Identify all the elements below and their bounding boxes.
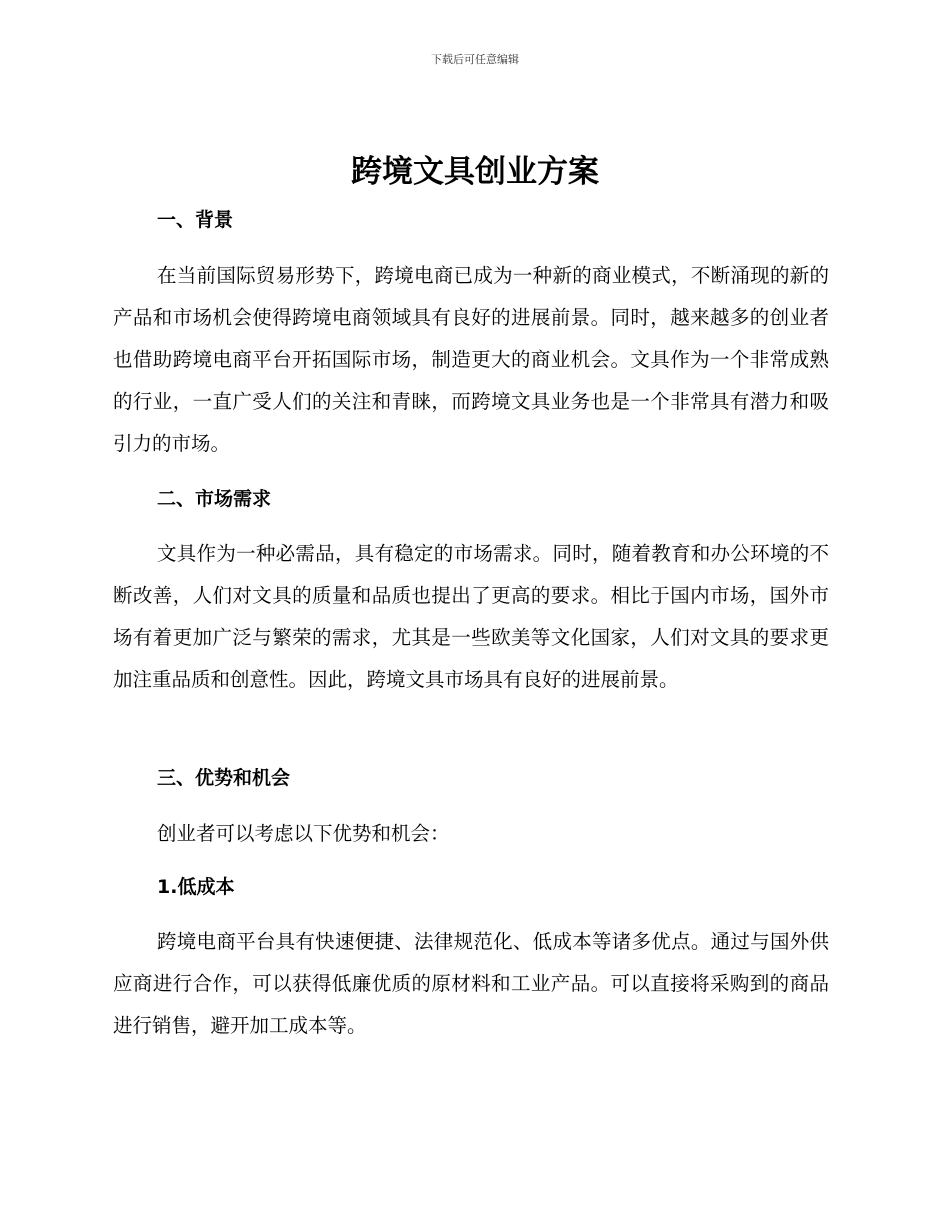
section-heading-background: 一、背景 xyxy=(157,209,234,231)
subheading-low-cost: 1.低成本 xyxy=(157,876,235,898)
document-title: 跨境文具创业方案 xyxy=(351,154,599,190)
header-note: 下载后可任意编辑 xyxy=(431,53,519,66)
section-paragraph-market-demand: 文具作为一种必需品，具有稳定的市场需求。同时，随着教育和办公环境的不断改善，人们对文具的质量和品质也提出了更高的要求。相比于国内市场，国外市场有着更加广泛与繁荣的需求，尤其是一些欧美等文化国家，人们对文具的要求更加注重品质和创意性。因此，跨境文具市场具有良好的进展前景。 xyxy=(113,542,829,691)
section-paragraph-background: 在当前国际贸易形势下，跨境电商已成为一种新的商业模式，不断涌现的新的产品和市场机会使得跨境电商领域具有良好的进展前景。同时，越来越多的创业者也借助跨境电商平台开拓国际市场，制造更大的商业机会。文具作为一个非常成熟的行业，一直广受人们的关注和青睐，而跨境文具业务也是一个非常具有潜力和吸引力的市场。 xyxy=(113,264,829,455)
paragraph-low-cost: 跨境电商平台具有快速便捷、法律规范化、低成本等诸多优点。通过与国外供应商进行合作，可以获得低廉优质的原材料和工业产品。可以直接将采购到的商品进行销售，避开加工成本等。 xyxy=(113,930,829,1037)
section-heading-market-demand: 二、市场需求 xyxy=(157,488,272,510)
section-intro-advantages: 创业者可以考虑以下优势和机会： xyxy=(157,822,450,845)
section-heading-advantages: 三、优势和机会 xyxy=(157,767,291,789)
